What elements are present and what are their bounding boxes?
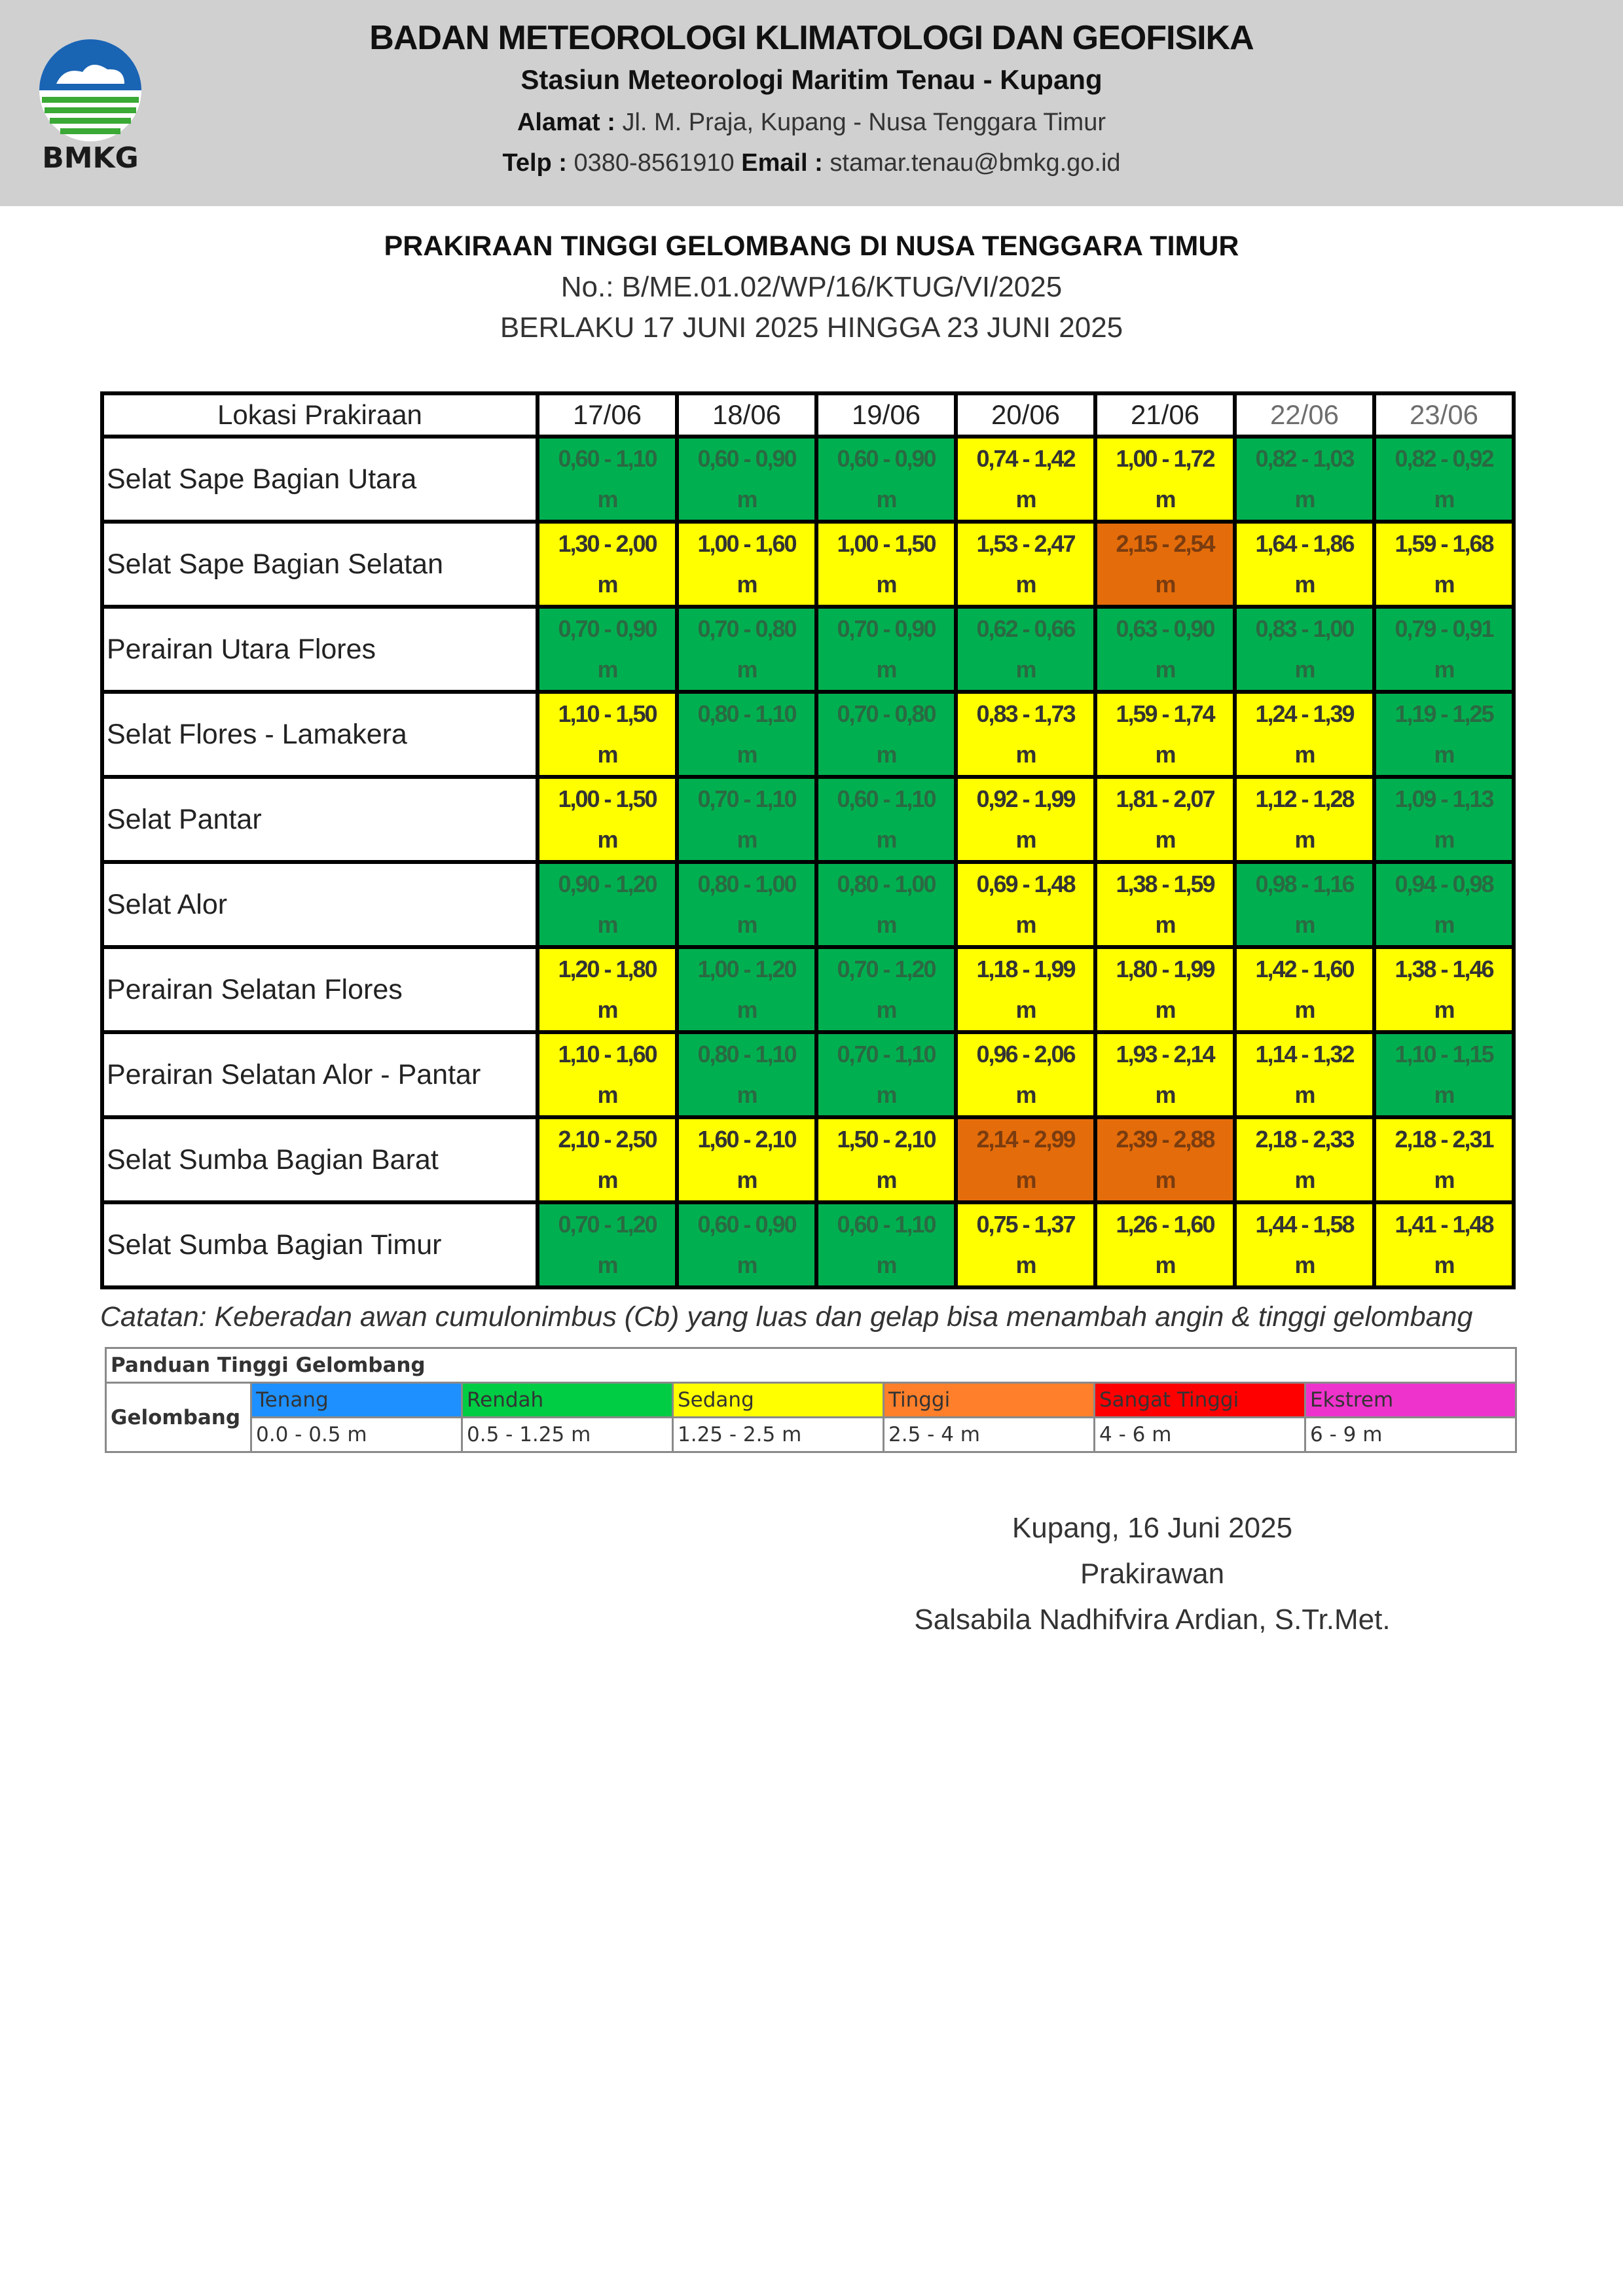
wave-value-cell: [677, 947, 816, 1032]
wave-unit: m: [597, 826, 617, 853]
wave-range: 1,93 - 2,14: [1116, 1041, 1214, 1067]
wave-range: 0,70 - 0,90: [558, 615, 657, 642]
signature-name: Salsabila Nadhifvira Ardian, S.Tr.Met.: [914, 1604, 1391, 1636]
wave-value-cell: [1374, 1032, 1514, 1117]
wave-value-cell: [1374, 607, 1514, 692]
wave-unit: m: [1155, 1251, 1175, 1278]
wave-range: 0,92 - 1,99: [976, 785, 1075, 812]
wave-value-cell: [816, 777, 956, 862]
wave-range: 0,79 - 0,91: [1395, 615, 1493, 642]
logo-text: BMKG: [42, 141, 139, 175]
wave-range: 0,75 - 1,37: [976, 1211, 1075, 1238]
wave-unit: m: [1015, 1166, 1036, 1193]
wave-range: 0,82 - 1,03: [1255, 445, 1354, 472]
wave-value-cell: [538, 1117, 677, 1202]
header-location: Lokasi Prakiraan: [102, 393, 538, 437]
wave-unit: m: [876, 1081, 896, 1108]
legend-category-range: 1.25 - 2.5 m: [673, 1418, 884, 1452]
wave-unit: m: [1294, 826, 1315, 853]
organization-name: BADAN METEOROLOGI KLIMATOLOGI DAN GEOFISIKA: [369, 19, 1254, 57]
wave-value-cell: [677, 607, 816, 692]
table-row: [102, 607, 1514, 692]
wave-value-cell: [816, 1032, 956, 1117]
wave-unit: m: [1294, 996, 1315, 1023]
wave-unit: m: [597, 1251, 617, 1278]
wave-range: 0,60 - 1,10: [558, 445, 657, 472]
wave-value-cell: [1095, 862, 1235, 947]
wave-unit: m: [1015, 741, 1036, 768]
header-date: 17/06: [538, 393, 677, 437]
header-date: 22/06: [1235, 393, 1374, 437]
wave-range: 0,60 - 1,10: [837, 1211, 936, 1238]
wave-value-cell: [1095, 777, 1235, 862]
location-cell: Selat Sumba Bagian Timur: [102, 1202, 538, 1287]
wave-value-cell: [1235, 862, 1374, 947]
wave-value-cell: [677, 1202, 816, 1287]
wave-range: 2,14 - 2,99: [976, 1126, 1075, 1153]
wave-value-cell: [956, 1032, 1095, 1117]
email-value: stamar.tenau@bmkg.go.id: [830, 149, 1121, 177]
table-row: [102, 777, 1514, 862]
wave-value-cell: [677, 522, 816, 607]
wave-range: 1,00 - 1,50: [558, 785, 657, 812]
wave-value-cell: [1235, 1202, 1374, 1287]
wave-unit: m: [1434, 1081, 1454, 1108]
wave-value-cell: [1374, 522, 1514, 607]
wave-unit: m: [1434, 911, 1454, 938]
header-date: 18/06: [677, 393, 816, 437]
letterhead: [0, 0, 1623, 206]
wave-range: 0,70 - 1,10: [697, 785, 796, 812]
wave-range: 1,59 - 1,74: [1116, 700, 1214, 727]
location-cell: Perairan Selatan Flores: [102, 947, 538, 1032]
wave-unit: m: [876, 996, 896, 1023]
legend-category-range: 0.0 - 0.5 m: [251, 1418, 462, 1452]
table-row: [102, 1032, 1514, 1117]
wave-range: 1,00 - 1,72: [1116, 445, 1214, 472]
wave-value-cell: [1374, 437, 1514, 522]
wave-unit: m: [1015, 656, 1036, 683]
wave-height-legend: [105, 1347, 1517, 1453]
wave-value-cell: [538, 692, 677, 777]
wave-unit: m: [1015, 486, 1036, 512]
wave-value-cell: [956, 607, 1095, 692]
legend-row-label: Gelombang: [106, 1383, 251, 1452]
wave-unit: m: [876, 911, 896, 938]
wave-range: 1,00 - 1,50: [837, 530, 936, 557]
wave-value-cell: [1235, 607, 1374, 692]
wave-value-cell: [1235, 437, 1374, 522]
wave-value-cell: [1235, 777, 1374, 862]
wave-forecast-table: [100, 391, 1516, 1289]
wave-unit: m: [876, 486, 896, 512]
wave-range: 2,10 - 2,50: [558, 1126, 657, 1153]
wave-value-cell: [816, 607, 956, 692]
wave-value-cell: [1235, 692, 1374, 777]
wave-value-cell: [1235, 1032, 1374, 1117]
wave-value-cell: [1235, 522, 1374, 607]
wave-unit: m: [1015, 1251, 1036, 1278]
location-cell: Selat Sape Bagian Selatan: [102, 522, 538, 607]
wave-range: 0,60 - 0,90: [697, 445, 796, 472]
legend-category-name: Rendah: [462, 1383, 673, 1418]
table-row: [102, 437, 1514, 522]
wave-unit: m: [1434, 1166, 1454, 1193]
wave-range: 1,26 - 1,60: [1116, 1211, 1214, 1238]
wave-range: 1,64 - 1,86: [1255, 530, 1354, 557]
wave-value-cell: [1095, 607, 1235, 692]
wave-unit: m: [597, 996, 617, 1023]
wave-range: 1,80 - 1,99: [1116, 956, 1214, 982]
wave-value-cell: [956, 522, 1095, 607]
wave-range: 0,70 - 1,20: [837, 956, 936, 982]
wave-value-cell: [1374, 862, 1514, 947]
wave-range: 2,15 - 2,54: [1116, 530, 1214, 557]
wave-unit: m: [1294, 1166, 1315, 1193]
wave-range: 1,10 - 1,50: [558, 700, 657, 727]
wave-range: 0,60 - 1,10: [837, 785, 936, 812]
wave-value-cell: [538, 437, 677, 522]
wave-value-cell: [1374, 777, 1514, 862]
wave-unit: m: [1294, 1251, 1315, 1278]
wave-range: 1,30 - 2,00: [558, 530, 657, 557]
wave-unit: m: [1434, 656, 1454, 683]
legend-title: Panduan Tinggi Gelombang: [106, 1348, 1516, 1383]
header-date: 21/06: [1095, 393, 1235, 437]
location-cell: Selat Sumba Bagian Barat: [102, 1117, 538, 1202]
wave-unit: m: [1294, 741, 1315, 768]
wave-value-cell: [956, 437, 1095, 522]
wave-value-cell: [816, 692, 956, 777]
wave-unit: m: [876, 1251, 896, 1278]
wave-range: 0,70 - 0,80: [697, 615, 796, 642]
wave-range: 2,39 - 2,88: [1116, 1126, 1214, 1153]
wave-range: 0,98 - 1,16: [1255, 870, 1354, 897]
wave-range: 1,00 - 1,60: [697, 530, 796, 557]
wave-unit: m: [597, 486, 617, 512]
header-date: 23/06: [1374, 393, 1514, 437]
wave-value-cell: [1235, 947, 1374, 1032]
address-line: [0, 109, 1623, 137]
wave-unit: m: [1155, 826, 1175, 853]
wave-range: 1,14 - 1,32: [1255, 1041, 1354, 1067]
wave-range: 1,24 - 1,39: [1255, 700, 1354, 727]
wave-unit: m: [1434, 826, 1454, 853]
location-cell: Selat Pantar: [102, 777, 538, 862]
wave-range: 0,83 - 1,73: [976, 700, 1075, 727]
wave-value-cell: [538, 947, 677, 1032]
wave-unit: m: [737, 656, 757, 683]
location-cell: Selat Flores - Lamakera: [102, 692, 538, 777]
wave-range: 0,80 - 1,10: [697, 700, 796, 727]
wave-range: 0,69 - 1,48: [976, 870, 1075, 897]
wave-unit: m: [597, 911, 617, 938]
wave-value-cell: [1095, 437, 1235, 522]
wave-range: 0,70 - 1,20: [558, 1211, 657, 1238]
wave-unit: m: [597, 656, 617, 683]
wave-unit: m: [1015, 1081, 1036, 1108]
wave-value-cell: [1095, 1202, 1235, 1287]
wave-range: 1,50 - 2,10: [837, 1126, 936, 1153]
wave-range: 1,41 - 1,48: [1395, 1211, 1493, 1238]
legend-category-range: 6 - 9 m: [1305, 1418, 1516, 1452]
wave-value-cell: [1095, 1117, 1235, 1202]
location-cell: Selat Sape Bagian Utara: [102, 437, 538, 522]
wave-range: 0,94 - 0,98: [1395, 870, 1493, 897]
wave-range: 1,44 - 1,58: [1255, 1211, 1354, 1238]
wave-range: 1,00 - 1,20: [697, 956, 796, 982]
legend-category-name: Tenang: [251, 1383, 462, 1418]
wave-value-cell: [816, 947, 956, 1032]
wave-unit: m: [1015, 911, 1036, 938]
wave-value-cell: [1095, 692, 1235, 777]
wave-unit: m: [1294, 486, 1315, 512]
wave-range: 1,12 - 1,28: [1255, 785, 1354, 812]
wave-unit: m: [1294, 911, 1315, 938]
wave-unit: m: [1155, 741, 1175, 768]
wave-unit: m: [1155, 656, 1175, 683]
wave-unit: m: [737, 571, 757, 598]
wave-range: 1,09 - 1,13: [1395, 785, 1493, 812]
wave-range: 0,80 - 1,10: [697, 1041, 796, 1067]
wave-unit: m: [1015, 826, 1036, 853]
wave-value-cell: [816, 437, 956, 522]
wave-value-cell: [1235, 1117, 1374, 1202]
wave-value-cell: [677, 862, 816, 947]
wave-unit: m: [1294, 1081, 1315, 1108]
legend-category-range: 0.5 - 1.25 m: [462, 1418, 673, 1452]
table-row: [102, 862, 1514, 947]
document-number: No.: B/ME.01.02/WP/16/KTUG/VI/2025: [560, 271, 1063, 303]
wave-unit: m: [876, 1166, 896, 1193]
wave-unit: m: [597, 741, 617, 768]
wave-value-cell: [677, 437, 816, 522]
wave-unit: m: [1155, 1166, 1175, 1193]
wave-range: 0,90 - 1,20: [558, 870, 657, 897]
wave-unit: m: [1155, 1081, 1175, 1108]
wave-range: 0,80 - 1,00: [837, 870, 936, 897]
wave-unit: m: [737, 1166, 757, 1193]
wave-range: 1,53 - 2,47: [976, 530, 1075, 557]
wave-range: 0,70 - 0,90: [837, 615, 936, 642]
wave-range: 1,38 - 1,46: [1395, 956, 1493, 982]
wave-unit: m: [1434, 571, 1454, 598]
wave-value-cell: [538, 777, 677, 862]
wave-unit: m: [737, 911, 757, 938]
wave-value-cell: [816, 1117, 956, 1202]
wave-range: 0,62 - 0,66: [976, 615, 1075, 642]
wave-range: 1,10 - 1,15: [1395, 1041, 1493, 1067]
wave-value-cell: [1374, 1202, 1514, 1287]
wave-value-cell: [956, 1117, 1095, 1202]
wave-value-cell: [538, 522, 677, 607]
wave-value-cell: [677, 1032, 816, 1117]
wave-range: 0,80 - 1,00: [697, 870, 796, 897]
wave-value-cell: [677, 1117, 816, 1202]
wave-unit: m: [1015, 996, 1036, 1023]
table-row: [102, 947, 1514, 1032]
wave-unit: m: [876, 741, 896, 768]
wave-unit: m: [876, 656, 896, 683]
wave-value-cell: [956, 777, 1095, 862]
wave-unit: m: [737, 486, 757, 512]
legend-category-range: 2.5 - 4 m: [884, 1418, 1095, 1452]
wave-value-cell: [677, 692, 816, 777]
wave-unit: m: [1155, 911, 1175, 938]
wave-range: 2,18 - 2,33: [1255, 1126, 1354, 1153]
wave-unit: m: [1434, 996, 1454, 1023]
location-cell: Perairan Utara Flores: [102, 607, 538, 692]
wave-range: 0,60 - 0,90: [697, 1211, 796, 1238]
wave-unit: m: [1434, 1251, 1454, 1278]
station-name: Stasiun Meteorologi Maritim Tenau - Kupang: [520, 64, 1103, 95]
wave-range: 0,82 - 0,92: [1395, 445, 1493, 472]
wave-unit: m: [597, 1081, 617, 1108]
signature-role: Prakirawan: [1080, 1558, 1225, 1590]
address-value: Jl. M. Praja, Kupang - Nusa Tenggara Timur: [622, 109, 1106, 136]
wave-value-cell: [956, 1202, 1095, 1287]
wave-range: 1,10 - 1,60: [558, 1041, 657, 1067]
wave-value-cell: [1095, 1032, 1235, 1117]
phone-value: 0380-8561910: [574, 149, 735, 177]
location-cell: Perairan Selatan Alor - Pantar: [102, 1032, 538, 1117]
wave-value-cell: [816, 522, 956, 607]
wave-unit: m: [1155, 571, 1175, 598]
legend-category-range: 4 - 6 m: [1095, 1418, 1305, 1452]
phone-label: Telp :: [502, 149, 567, 177]
note: Catatan: Keberadan awan cumulonimbus (Cb) yang luas dan gelap bisa menambah angin & tinggi gelombang: [100, 1301, 1473, 1333]
table-row: [102, 522, 1514, 607]
location-cell: Selat Alor: [102, 862, 538, 947]
wave-unit: m: [1155, 486, 1175, 512]
wave-range: 0,83 - 1,00: [1255, 615, 1354, 642]
legend-category-name: Sedang: [673, 1383, 884, 1418]
wave-value-cell: [956, 947, 1095, 1032]
table-row: [102, 1117, 1514, 1202]
wave-value-cell: [538, 1032, 677, 1117]
wave-unit: m: [1434, 741, 1454, 768]
table-row: [102, 692, 1514, 777]
wave-range: 2,18 - 2,31: [1395, 1126, 1493, 1153]
table-header-row: [102, 393, 1514, 437]
legend-category-name: Ekstrem: [1305, 1383, 1516, 1418]
wave-range: 0,70 - 0,80: [837, 700, 936, 727]
signature-place-date: Kupang, 16 Juni 2025: [1012, 1512, 1293, 1544]
wave-range: 1,60 - 2,10: [697, 1126, 796, 1153]
wave-range: 1,19 - 1,25: [1395, 700, 1493, 727]
wave-unit: m: [737, 826, 757, 853]
wave-value-cell: [1095, 947, 1235, 1032]
wave-range: 1,20 - 1,80: [558, 956, 657, 982]
wave-range: 1,59 - 1,68: [1395, 530, 1493, 557]
wave-range: 0,74 - 1,42: [976, 445, 1075, 472]
wave-range: 1,81 - 2,07: [1116, 785, 1214, 812]
wave-unit: m: [1294, 656, 1315, 683]
wave-range: 0,96 - 2,06: [976, 1041, 1075, 1067]
address-label: Alamat :: [517, 109, 615, 136]
wave-value-cell: [816, 1202, 956, 1287]
wave-value-cell: [956, 862, 1095, 947]
wave-unit: m: [1294, 571, 1315, 598]
wave-range: 1,38 - 1,59: [1116, 870, 1214, 897]
wave-value-cell: [816, 862, 956, 947]
wave-unit: m: [597, 571, 617, 598]
wave-unit: m: [1015, 571, 1036, 598]
wave-unit: m: [737, 1081, 757, 1108]
wave-range: 0,63 - 0,90: [1116, 615, 1214, 642]
wave-unit: m: [1434, 486, 1454, 512]
legend-category-name: Tinggi: [884, 1383, 1095, 1418]
email-label: Email :: [741, 149, 823, 177]
legend-category-name: Sangat Tinggi: [1095, 1383, 1305, 1418]
wave-range: 1,18 - 1,99: [976, 956, 1075, 982]
wave-unit: m: [1155, 996, 1175, 1023]
contact-line: [0, 149, 1623, 177]
wave-value-cell: [956, 692, 1095, 777]
wave-value-cell: [538, 862, 677, 947]
wave-unit: m: [737, 741, 757, 768]
wave-value-cell: [1374, 947, 1514, 1032]
wave-range: 0,60 - 0,90: [837, 445, 936, 472]
wave-unit: m: [597, 1166, 617, 1193]
document-title: PRAKIRAAN TINGGI GELOMBANG DI NUSA TENGGARA TIMUR: [384, 230, 1239, 262]
wave-range: 1,42 - 1,60: [1255, 956, 1354, 982]
wave-value-cell: [538, 607, 677, 692]
wave-value-cell: [538, 1202, 677, 1287]
table-row: [102, 1202, 1514, 1287]
wave-unit: m: [737, 996, 757, 1023]
validity-period: BERLAKU 17 JUNI 2025 HINGGA 23 JUNI 2025: [500, 312, 1123, 344]
wave-unit: m: [737, 1251, 757, 1278]
wave-value-cell: [677, 777, 816, 862]
wave-value-cell: [1095, 522, 1235, 607]
header-date: 19/06: [816, 393, 956, 437]
wave-range: 0,70 - 1,10: [837, 1041, 936, 1067]
wave-value-cell: [1374, 1117, 1514, 1202]
wave-unit: m: [876, 571, 896, 598]
header-date: 20/06: [956, 393, 1095, 437]
wave-value-cell: [1374, 692, 1514, 777]
wave-unit: m: [876, 826, 896, 853]
